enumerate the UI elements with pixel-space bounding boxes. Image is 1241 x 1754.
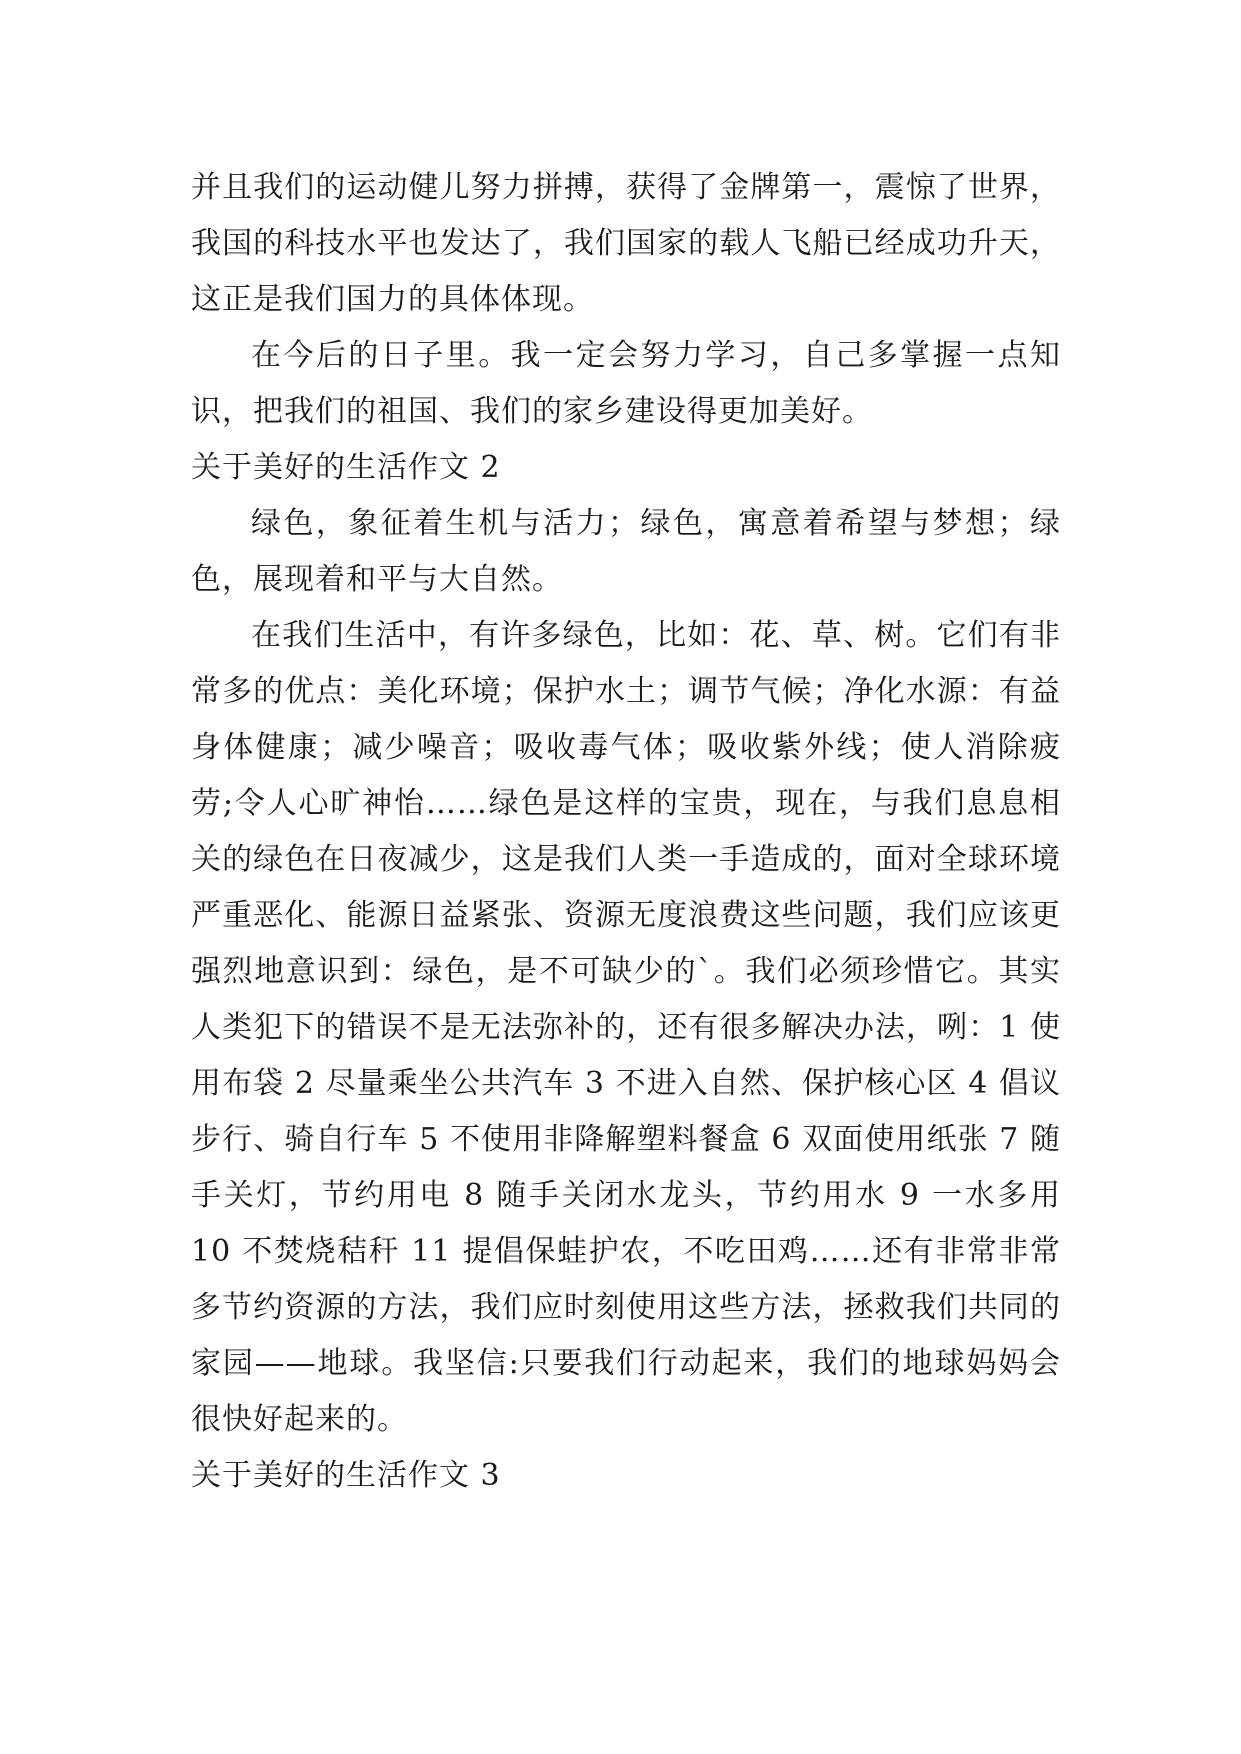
document-body (191, 160, 1061, 1504)
body-paragraph: 绿色，象征着生机与活力；绿色，寓意着希望与梦想；绿色，展现着和平与大自然。 (191, 506, 1061, 597)
section-heading: 关于美好的生活作文 2 (191, 450, 501, 485)
section-heading: 关于美好的生活作文 3 (191, 1458, 501, 1493)
body-paragraph: 在今后的日子里。我一定会努力学习，自己多掌握一点知识，把我们的祖国、我们的家乡建设得更加美好。 (191, 338, 1061, 429)
body-paragraph: 在我们生活中，有许多绿色，比如：花、草、树。它们有非常多的优点：美化环境；保护水土；调节气候；净化水源：有益身体健康；减少噪音；吸收毒气体；吸收紫外线；使人消除疲劳;令人心旷神怡……绿色是这样的宝贵，现在，与我们息息相关的绿色在日夜减少，这是我们人类一手造成的，面对全球环境严重恶化、能源日益紧张、资源无度浪费这些问题，我们应该更强烈地意识到：绿色，是不可缺少的`。我们必须珍惜它。其实人类犯下的错误不是无法弥补的，还有很多解决办法，咧：1 使用布袋 2 尽量乘坐公共汽车 3 不进入自然、保护核心区 4 倡议步行、骑自行车 5 不使用非降解塑料餐盒 6 双面使用纸张 7 随手关灯，节约用电 8 随手关闭水龙头，节约用水 9 一水多用 10 不焚烧秸秆 11 提倡保蛙护农，不吃田鸡……还有非常非常多节约资源的方法，我们应时刻使用这些方法，拯救我们共同的家园——地球。我坚信:只要我们行动起来，我们的地球妈妈会很快好起来的。 (191, 618, 1061, 1437)
body-paragraph: 并且我们的运动健儿努力拼搏，获得了金牌第一，震惊了世界，我国的科技水平也发达了，我们国家的载人飞船已经成功升天，这正是我们国力的具体体现。 (191, 170, 1061, 317)
